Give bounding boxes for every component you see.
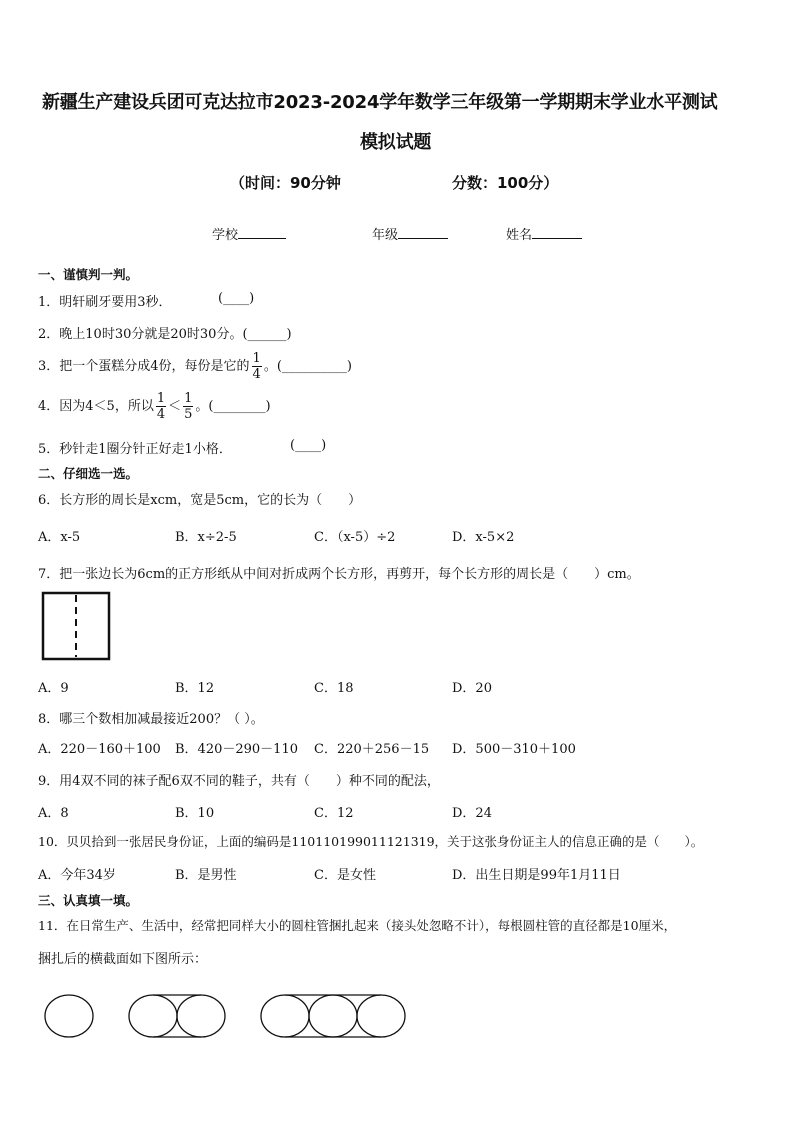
question-7: 7．把一张边长为6cm的正方形纸从中间对折成两个长方形，再剪开，每个长方形的周长是（ ）cm。 [38, 567, 640, 582]
question-8: 8．哪三个数相加减最接近200？（ ）。 [38, 712, 264, 727]
section3-heading: 三、认真填一填。 [38, 893, 139, 908]
q8-option-d[interactable]: D．500－310＋100 [452, 742, 576, 757]
bundled-pipes-figure [40, 990, 420, 1046]
question-3 [38, 352, 352, 381]
page-title-line1: 新疆生产建设兵团可克达拉市2023-2024学年数学三年级第一学期期末学业水平测试 [42, 92, 718, 113]
question-11-line2: 捆扎后的横截面如下图所示： [38, 952, 208, 967]
exam-score: 分数：100分） [452, 174, 559, 192]
pipe-circle [261, 995, 309, 1037]
name-label: 姓名 [506, 228, 533, 243]
fraction-one-quarter [252, 352, 262, 381]
q6-option-b[interactable]: B．x÷2-5 [175, 530, 237, 545]
three-pipe-group [261, 995, 405, 1037]
q6-option-a[interactable]: A．x-5 [38, 530, 81, 545]
name-blank[interactable] [532, 226, 582, 239]
q7-option-d[interactable]: D．20 [452, 681, 492, 696]
less-than-sign: ＜ [168, 399, 182, 414]
fraction-denominator: 4 [252, 367, 261, 382]
pipe-circle [177, 995, 225, 1037]
school-field [212, 224, 286, 243]
q6-option-c[interactable]: C．（x-5）÷2 [314, 530, 396, 545]
section1-heading: 一、谨慎判一判。 [38, 267, 139, 282]
q9-option-b[interactable]: B．10 [175, 806, 215, 821]
name-field [506, 224, 582, 243]
question-1-answer[interactable]: (____) [218, 291, 255, 306]
fraction-numerator: 1 [252, 351, 261, 366]
q7-option-c[interactable]: C．18 [314, 681, 354, 696]
pipe-circle [309, 995, 357, 1037]
question-6: 6．长方形的周长是xcm，宽是5cm，它的长为（ ） [38, 493, 362, 508]
q10-option-b[interactable]: B．是男性 [175, 868, 237, 883]
question-2: 2．晚上10时30分就是20时30分。(______) [38, 327, 292, 342]
q9-option-c[interactable]: C．12 [314, 806, 354, 821]
q8-option-b[interactable]: B．420－290－110 [175, 742, 298, 757]
question-4 [38, 392, 271, 422]
pipe-circle [357, 995, 405, 1037]
two-pipe-group [129, 995, 225, 1037]
page-title-line2: 模拟试题 [360, 132, 432, 153]
grade-label: 年级 [372, 228, 399, 243]
exam-time: （时间：90分钟 [230, 174, 341, 192]
question-9: 9．用4双不同的袜子配6双不同的鞋子，共有（ ）种不同的配法， [38, 774, 440, 789]
pipe-circle [45, 995, 93, 1037]
fraction-one-quarter [156, 392, 166, 421]
question-3-text-a: 3．把一个蛋糕分成4份，每份是它的 [38, 359, 250, 374]
fraction-denominator: 5 [184, 407, 193, 422]
q9-option-a[interactable]: A．8 [38, 806, 69, 821]
q6-option-d[interactable]: D．x-5×2 [452, 530, 515, 545]
fraction-denominator: 4 [156, 407, 166, 422]
q7-option-b[interactable]: B．12 [175, 681, 215, 696]
pipe-circle [129, 995, 177, 1037]
fraction-numerator: 1 [156, 391, 166, 406]
q10-option-a[interactable]: A．今年34岁 [38, 868, 116, 883]
grade-field [372, 224, 448, 243]
q8-option-c[interactable]: C．220＋256－15 [314, 742, 430, 757]
school-label: 学校 [212, 228, 239, 243]
question-4-text-a: 4．因为4＜5，所以 [38, 399, 154, 414]
q8-option-a[interactable]: A．220－160＋100 [38, 742, 161, 757]
question-1-text: 1．明轩刷牙要用3秒． [38, 295, 172, 310]
question-1 [38, 291, 172, 310]
school-blank[interactable] [238, 226, 286, 239]
q7-option-a[interactable]: A．9 [38, 681, 69, 696]
question-10: 10．贝贝拾到一张居民身份证，上面的编码是110110199011121319，关于这张身份证主人的信息正确的是（ ）。 [38, 834, 704, 849]
q10-option-d[interactable]: D．出生日期是99年1月11日 [452, 868, 621, 883]
fraction-one-fifth [183, 392, 193, 421]
folded-square-figure [40, 590, 112, 662]
question-5-answer[interactable]: (____) [290, 438, 327, 453]
fraction-numerator: 1 [184, 391, 193, 406]
q9-option-d[interactable]: D．24 [452, 806, 492, 821]
question-5: 5．秒针走1圈分针正好走1小格． [38, 442, 232, 457]
single-pipe-group [45, 995, 93, 1037]
question-3-text-b: 。(__________) [263, 359, 352, 374]
question-4-text-b: 。(________) [195, 399, 271, 414]
question-11-line1: 11．在日常生产、生活中，经常把同样大小的圆柱管捆扎起来（接头处忽略不计），每根圆柱管的直径都是10厘米， [38, 918, 677, 933]
q10-option-c[interactable]: C．是女性 [314, 868, 376, 883]
section2-heading: 二、仔细选一选。 [38, 466, 139, 481]
grade-blank[interactable] [398, 226, 448, 239]
